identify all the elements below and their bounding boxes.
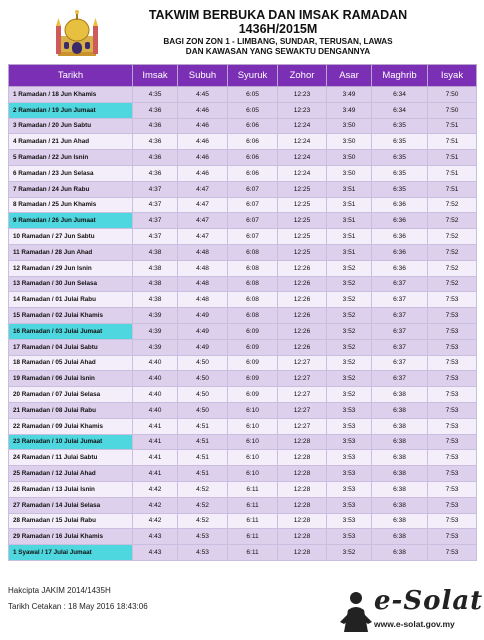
cell-subuh: 4:48 — [178, 260, 228, 276]
cell-zohor: 12:25 — [278, 229, 327, 245]
cell-syuruk: 6:06 — [228, 134, 278, 150]
cell-subuh: 4:48 — [178, 276, 228, 292]
cell-asar: 3:49 — [327, 87, 372, 103]
cell-asar: 3:53 — [327, 450, 372, 466]
cell-maghrib: 6:38 — [372, 434, 428, 450]
cell-maghrib: 6:34 — [372, 87, 428, 103]
cell-syuruk: 6:07 — [228, 181, 278, 197]
cell-isyak: 7:53 — [428, 323, 477, 339]
cell-isyak: 7:52 — [428, 197, 477, 213]
column-header-isyak: Isyak — [428, 65, 477, 87]
cell-zohor: 12:26 — [278, 339, 327, 355]
cell-syuruk: 6:07 — [228, 197, 278, 213]
cell-date: 11 Ramadan / 28 Jun Ahad — [9, 244, 133, 260]
cell-syuruk: 6:11 — [228, 497, 278, 513]
cell-subuh: 4:52 — [178, 513, 228, 529]
cell-isyak: 7:53 — [428, 355, 477, 371]
cell-date: 24 Ramadan / 11 Julai Sabtu — [9, 450, 133, 466]
column-header-maghrib: Maghrib — [372, 65, 428, 87]
cell-asar: 3:52 — [327, 308, 372, 324]
cell-syuruk: 6:11 — [228, 545, 278, 561]
cell-maghrib: 6:36 — [372, 197, 428, 213]
cell-maghrib: 6:38 — [372, 418, 428, 434]
cell-asar: 3:52 — [327, 387, 372, 403]
cell-asar: 3:52 — [327, 355, 372, 371]
title-line-2: 1436H/2015M — [238, 22, 318, 36]
cell-zohor: 12:25 — [278, 197, 327, 213]
cell-asar: 3:53 — [327, 513, 372, 529]
cell-date: 3 Ramadan / 20 Jun Sabtu — [9, 118, 133, 134]
cell-syuruk: 6:06 — [228, 165, 278, 181]
table-row — [9, 150, 477, 166]
cell-zohor: 12:25 — [278, 244, 327, 260]
cell-imsak: 4:42 — [133, 513, 178, 529]
cell-maghrib: 6:35 — [372, 134, 428, 150]
cell-date: 2 Ramadan / 19 Jun Jumaat — [9, 102, 133, 118]
mosque-icon — [54, 6, 100, 58]
cell-zohor: 12:26 — [278, 308, 327, 324]
cell-maghrib: 6:37 — [372, 339, 428, 355]
cell-date: 5 Ramadan / 22 Jun Isnin — [9, 150, 133, 166]
cell-syuruk: 6:06 — [228, 150, 278, 166]
cell-maghrib: 6:37 — [372, 371, 428, 387]
table-row — [9, 308, 477, 324]
cell-maghrib: 6:38 — [372, 497, 428, 513]
cell-isyak: 7:50 — [428, 102, 477, 118]
cell-zohor: 12:27 — [278, 355, 327, 371]
zone-line-1: BAGI ZON ZON 1 - LIMBANG, SUNDAR, TERUSAN, LAWAS — [163, 37, 393, 46]
document-header — [0, 0, 484, 62]
cell-imsak: 4:42 — [133, 481, 178, 497]
cell-zohor: 12:26 — [278, 323, 327, 339]
table-row — [9, 134, 477, 150]
cell-date: 29 Ramadan / 16 Julai Khamis — [9, 529, 133, 545]
cell-imsak: 4:36 — [133, 118, 178, 134]
cell-zohor: 12:27 — [278, 418, 327, 434]
cell-imsak: 4:40 — [133, 402, 178, 418]
cell-maghrib: 6:35 — [372, 150, 428, 166]
cell-zohor: 12:28 — [278, 481, 327, 497]
cell-subuh: 4:51 — [178, 418, 228, 434]
cell-maghrib: 6:35 — [372, 181, 428, 197]
cell-subuh: 4:47 — [178, 213, 228, 229]
cell-isyak: 7:51 — [428, 118, 477, 134]
cell-asar: 3:51 — [327, 213, 372, 229]
cell-zohor: 12:23 — [278, 87, 327, 103]
cell-imsak: 4:36 — [133, 134, 178, 150]
cell-imsak: 4:38 — [133, 244, 178, 260]
table-row — [9, 292, 477, 308]
cell-syuruk: 6:07 — [228, 229, 278, 245]
cell-isyak: 7:53 — [428, 339, 477, 355]
cell-zohor: 12:28 — [278, 497, 327, 513]
cell-isyak: 7:53 — [428, 434, 477, 450]
cell-isyak: 7:51 — [428, 134, 477, 150]
column-header-tarikh: Tarikh — [9, 65, 133, 87]
cell-imsak: 4:40 — [133, 387, 178, 403]
cell-maghrib: 6:34 — [372, 102, 428, 118]
cell-maghrib: 6:38 — [372, 545, 428, 561]
cell-subuh: 4:49 — [178, 339, 228, 355]
cell-maghrib: 6:37 — [372, 292, 428, 308]
cell-maghrib: 6:38 — [372, 466, 428, 482]
table-row — [9, 513, 477, 529]
cell-subuh: 4:51 — [178, 434, 228, 450]
prayer-times-table — [8, 64, 477, 561]
cell-asar: 3:53 — [327, 481, 372, 497]
table-row — [9, 497, 477, 513]
cell-asar: 3:52 — [327, 371, 372, 387]
cell-isyak: 7:53 — [428, 292, 477, 308]
cell-asar: 3:52 — [327, 292, 372, 308]
zone-line-2: DAN KAWASAN YANG SEWAKTU DENGANNYA — [185, 47, 371, 56]
cell-maghrib: 6:37 — [372, 308, 428, 324]
cell-subuh: 4:46 — [178, 150, 228, 166]
cell-maghrib: 6:36 — [372, 260, 428, 276]
cell-subuh: 4:47 — [178, 181, 228, 197]
cell-isyak: 7:53 — [428, 529, 477, 545]
cell-subuh: 4:52 — [178, 481, 228, 497]
cell-isyak: 7:51 — [428, 181, 477, 197]
cell-date: 26 Ramadan / 13 Julai Isnin — [9, 481, 133, 497]
cell-syuruk: 6:08 — [228, 276, 278, 292]
cell-imsak: 4:39 — [133, 339, 178, 355]
cell-date: 1 Syawal / 17 Julai Jumaat — [9, 545, 133, 561]
cell-maghrib: 6:37 — [372, 323, 428, 339]
cell-isyak: 7:51 — [428, 165, 477, 181]
cell-maghrib: 6:38 — [372, 513, 428, 529]
cell-subuh: 4:50 — [178, 371, 228, 387]
table-row — [9, 545, 477, 561]
table-row — [9, 371, 477, 387]
cell-syuruk: 6:08 — [228, 308, 278, 324]
cell-asar: 3:50 — [327, 118, 372, 134]
cell-imsak: 4:43 — [133, 529, 178, 545]
cell-asar: 3:53 — [327, 418, 372, 434]
cell-isyak: 7:53 — [428, 497, 477, 513]
cell-isyak: 7:53 — [428, 466, 477, 482]
cell-isyak: 7:53 — [428, 418, 477, 434]
cell-subuh: 4:52 — [178, 497, 228, 513]
cell-imsak: 4:40 — [133, 371, 178, 387]
cell-date: 6 Ramadan / 23 Jun Selasa — [9, 165, 133, 181]
cell-syuruk: 6:06 — [228, 118, 278, 134]
table-body — [9, 87, 477, 561]
cell-subuh: 4:51 — [178, 466, 228, 482]
cell-maghrib: 6:36 — [372, 244, 428, 260]
table-row — [9, 339, 477, 355]
cell-imsak: 4:37 — [133, 213, 178, 229]
column-header-asar: Asar — [327, 65, 372, 87]
cell-zohor: 12:24 — [278, 118, 327, 134]
cell-syuruk: 6:11 — [228, 481, 278, 497]
cell-isyak: 7:53 — [428, 450, 477, 466]
cell-date: 13 Ramadan / 30 Jun Selasa — [9, 276, 133, 292]
cell-imsak: 4:43 — [133, 545, 178, 561]
table-row — [9, 165, 477, 181]
cell-date: 12 Ramadan / 29 Jun Isnin — [9, 260, 133, 276]
cell-syuruk: 6:09 — [228, 355, 278, 371]
cell-subuh: 4:46 — [178, 165, 228, 181]
cell-maghrib: 6:38 — [372, 450, 428, 466]
cell-maghrib: 6:37 — [372, 355, 428, 371]
cell-subuh: 4:48 — [178, 244, 228, 260]
cell-maghrib: 6:38 — [372, 387, 428, 403]
table-row — [9, 229, 477, 245]
cell-asar: 3:51 — [327, 229, 372, 245]
cell-subuh: 4:49 — [178, 323, 228, 339]
title-line-1: TAKWIM BERBUKA DAN IMSAK RAMADAN — [148, 8, 408, 22]
cell-zohor: 12:28 — [278, 466, 327, 482]
table-row — [9, 102, 477, 118]
cell-date: 1 Ramadan / 18 Jun Khamis — [9, 87, 133, 103]
cell-zohor: 12:24 — [278, 165, 327, 181]
cell-asar: 3:53 — [327, 497, 372, 513]
table-row — [9, 197, 477, 213]
cell-subuh: 4:50 — [178, 355, 228, 371]
cell-asar: 3:51 — [327, 181, 372, 197]
cell-zohor: 12:27 — [278, 402, 327, 418]
table-row — [9, 481, 477, 497]
cell-syuruk: 6:08 — [228, 292, 278, 308]
cell-maghrib: 6:38 — [372, 402, 428, 418]
cell-isyak: 7:52 — [428, 229, 477, 245]
table-row — [9, 355, 477, 371]
cell-imsak: 4:38 — [133, 260, 178, 276]
table-row — [9, 434, 477, 450]
cell-zohor: 12:28 — [278, 529, 327, 545]
cell-syuruk: 6:08 — [228, 244, 278, 260]
cell-imsak: 4:39 — [133, 308, 178, 324]
cell-asar: 3:52 — [327, 339, 372, 355]
table-row — [9, 87, 477, 103]
cell-subuh: 4:47 — [178, 197, 228, 213]
table-row — [9, 529, 477, 545]
cell-isyak: 7:52 — [428, 260, 477, 276]
cell-subuh: 4:46 — [178, 134, 228, 150]
cell-imsak: 4:36 — [133, 165, 178, 181]
cell-maghrib: 6:38 — [372, 529, 428, 545]
column-header-zohor: Zohor — [278, 65, 327, 87]
cell-imsak: 4:36 — [133, 150, 178, 166]
cell-zohor: 12:27 — [278, 387, 327, 403]
cell-zohor: 12:28 — [278, 434, 327, 450]
cell-syuruk: 6:11 — [228, 513, 278, 529]
cell-imsak: 4:42 — [133, 497, 178, 513]
cell-subuh: 4:46 — [178, 102, 228, 118]
cell-date: 14 Ramadan / 01 Julai Rabu — [9, 292, 133, 308]
cell-isyak: 7:52 — [428, 244, 477, 260]
cell-subuh: 4:53 — [178, 529, 228, 545]
cell-subuh: 4:50 — [178, 402, 228, 418]
cell-asar: 3:51 — [327, 197, 372, 213]
cell-imsak: 4:41 — [133, 466, 178, 482]
table-row — [9, 387, 477, 403]
table-row — [9, 260, 477, 276]
cell-imsak: 4:41 — [133, 450, 178, 466]
column-header-imsak: Imsak — [133, 65, 178, 87]
cell-syuruk: 6:05 — [228, 102, 278, 118]
cell-date: 23 Ramadan / 10 Julai Jumaat — [9, 434, 133, 450]
cell-isyak: 7:53 — [428, 387, 477, 403]
cell-imsak: 4:37 — [133, 229, 178, 245]
cell-asar: 3:53 — [327, 466, 372, 482]
cell-zohor: 12:28 — [278, 545, 327, 561]
cell-subuh: 4:45 — [178, 87, 228, 103]
esolat-url: www.e-solat.gov.my — [374, 619, 455, 629]
cell-maghrib: 6:37 — [372, 276, 428, 292]
cell-zohor: 12:23 — [278, 102, 327, 118]
cell-date: 18 Ramadan / 05 Julai Ahad — [9, 355, 133, 371]
cell-date: 4 Ramadan / 21 Jun Ahad — [9, 134, 133, 150]
cell-isyak: 7:50 — [428, 87, 477, 103]
cell-asar: 3:49 — [327, 102, 372, 118]
cell-subuh: 4:53 — [178, 545, 228, 561]
cell-date: 19 Ramadan / 06 Julai Isnin — [9, 371, 133, 387]
cell-syuruk: 6:07 — [228, 213, 278, 229]
cell-date: 10 Ramadan / 27 Jun Sabtu — [9, 229, 133, 245]
cell-isyak: 7:53 — [428, 545, 477, 561]
cell-imsak: 4:39 — [133, 323, 178, 339]
cell-zohor: 12:24 — [278, 150, 327, 166]
cell-asar: 3:50 — [327, 165, 372, 181]
cell-subuh: 4:51 — [178, 450, 228, 466]
cell-imsak: 4:38 — [133, 292, 178, 308]
cell-syuruk: 6:10 — [228, 402, 278, 418]
cell-date: 7 Ramadan / 24 Jun Rabu — [9, 181, 133, 197]
table-row — [9, 118, 477, 134]
cell-imsak: 4:41 — [133, 434, 178, 450]
table-header-row — [9, 65, 477, 87]
print-date-text: Tarikh Cetakan : 18 May 2016 18:43:06 — [8, 602, 148, 611]
cell-syuruk: 6:11 — [228, 529, 278, 545]
table-row — [9, 418, 477, 434]
cell-syuruk: 6:09 — [228, 339, 278, 355]
cell-isyak: 7:53 — [428, 402, 477, 418]
cell-isyak: 7:51 — [428, 150, 477, 166]
cell-date: 17 Ramadan / 04 Julai Sabtu — [9, 339, 133, 355]
cell-imsak: 4:36 — [133, 102, 178, 118]
cell-isyak: 7:52 — [428, 213, 477, 229]
cell-date: 20 Ramadan / 07 Julai Selasa — [9, 387, 133, 403]
cell-subuh: 4:49 — [178, 308, 228, 324]
cell-date: 21 Ramadan / 08 Julai Rabu — [9, 402, 133, 418]
cell-maghrib: 6:38 — [372, 481, 428, 497]
table-row — [9, 276, 477, 292]
cell-date: 22 Ramadan / 09 Julai Khamis — [9, 418, 133, 434]
table-row — [9, 244, 477, 260]
cell-syuruk: 6:10 — [228, 450, 278, 466]
cell-maghrib: 6:35 — [372, 118, 428, 134]
cell-maghrib: 6:35 — [372, 165, 428, 181]
cell-date: 27 Ramadan / 14 Julai Selasa — [9, 497, 133, 513]
cell-asar: 3:51 — [327, 244, 372, 260]
cell-subuh: 4:48 — [178, 292, 228, 308]
table-row — [9, 323, 477, 339]
cell-isyak: 7:52 — [428, 276, 477, 292]
cell-zohor: 12:25 — [278, 213, 327, 229]
cell-asar: 3:52 — [327, 545, 372, 561]
copyright-text: Hakcipta JAKIM 2014/1435H — [8, 586, 111, 595]
cell-asar: 3:52 — [327, 323, 372, 339]
cell-subuh: 4:47 — [178, 229, 228, 245]
cell-syuruk: 6:10 — [228, 434, 278, 450]
column-header-subuh: Subuh — [178, 65, 228, 87]
cell-isyak: 7:53 — [428, 308, 477, 324]
cell-imsak: 4:35 — [133, 87, 178, 103]
cell-zohor: 12:26 — [278, 276, 327, 292]
cell-imsak: 4:37 — [133, 197, 178, 213]
cell-zohor: 12:25 — [278, 181, 327, 197]
table-row — [9, 181, 477, 197]
cell-asar: 3:50 — [327, 150, 372, 166]
cell-subuh: 4:50 — [178, 387, 228, 403]
cell-asar: 3:52 — [327, 276, 372, 292]
cell-imsak: 4:38 — [133, 276, 178, 292]
cell-syuruk: 6:10 — [228, 418, 278, 434]
cell-asar: 3:53 — [327, 402, 372, 418]
cell-isyak: 7:53 — [428, 513, 477, 529]
cell-imsak: 4:40 — [133, 355, 178, 371]
cell-date: 9 Ramadan / 26 Jun Jumaat — [9, 213, 133, 229]
cell-asar: 3:52 — [327, 260, 372, 276]
table-row — [9, 402, 477, 418]
cell-date: 16 Ramadan / 03 Julai Jumaat — [9, 323, 133, 339]
table-row — [9, 466, 477, 482]
cell-date: 8 Ramadan / 25 Jun Khamis — [9, 197, 133, 213]
cell-syuruk: 6:09 — [228, 323, 278, 339]
cell-zohor: 12:28 — [278, 450, 327, 466]
cell-zohor: 12:28 — [278, 513, 327, 529]
cell-imsak: 4:37 — [133, 181, 178, 197]
cell-syuruk: 6:09 — [228, 387, 278, 403]
cell-maghrib: 6:36 — [372, 213, 428, 229]
cell-asar: 3:50 — [327, 134, 372, 150]
cell-date: 15 Ramadan / 02 Julai Khamis — [9, 308, 133, 324]
cell-asar: 3:53 — [327, 529, 372, 545]
table-row — [9, 213, 477, 229]
column-header-syuruk: Syuruk — [228, 65, 278, 87]
cell-asar: 3:53 — [327, 434, 372, 450]
cell-date: 25 Ramadan / 12 Julai Ahad — [9, 466, 133, 482]
cell-isyak: 7:53 — [428, 481, 477, 497]
cell-syuruk: 6:09 — [228, 371, 278, 387]
cell-date: 28 Ramadan / 15 Julai Rabu — [9, 513, 133, 529]
cell-isyak: 7:53 — [428, 371, 477, 387]
cell-imsak: 4:41 — [133, 418, 178, 434]
cell-zohor: 12:27 — [278, 371, 327, 387]
cell-syuruk: 6:05 — [228, 87, 278, 103]
cell-zohor: 12:24 — [278, 134, 327, 150]
cell-syuruk: 6:08 — [228, 260, 278, 276]
cell-zohor: 12:26 — [278, 260, 327, 276]
esolat-logo-text: e-Solat — [374, 586, 484, 616]
cell-subuh: 4:46 — [178, 118, 228, 134]
table-row — [9, 450, 477, 466]
cell-syuruk: 6:10 — [228, 466, 278, 482]
cell-zohor: 12:26 — [278, 292, 327, 308]
cell-maghrib: 6:36 — [372, 229, 428, 245]
